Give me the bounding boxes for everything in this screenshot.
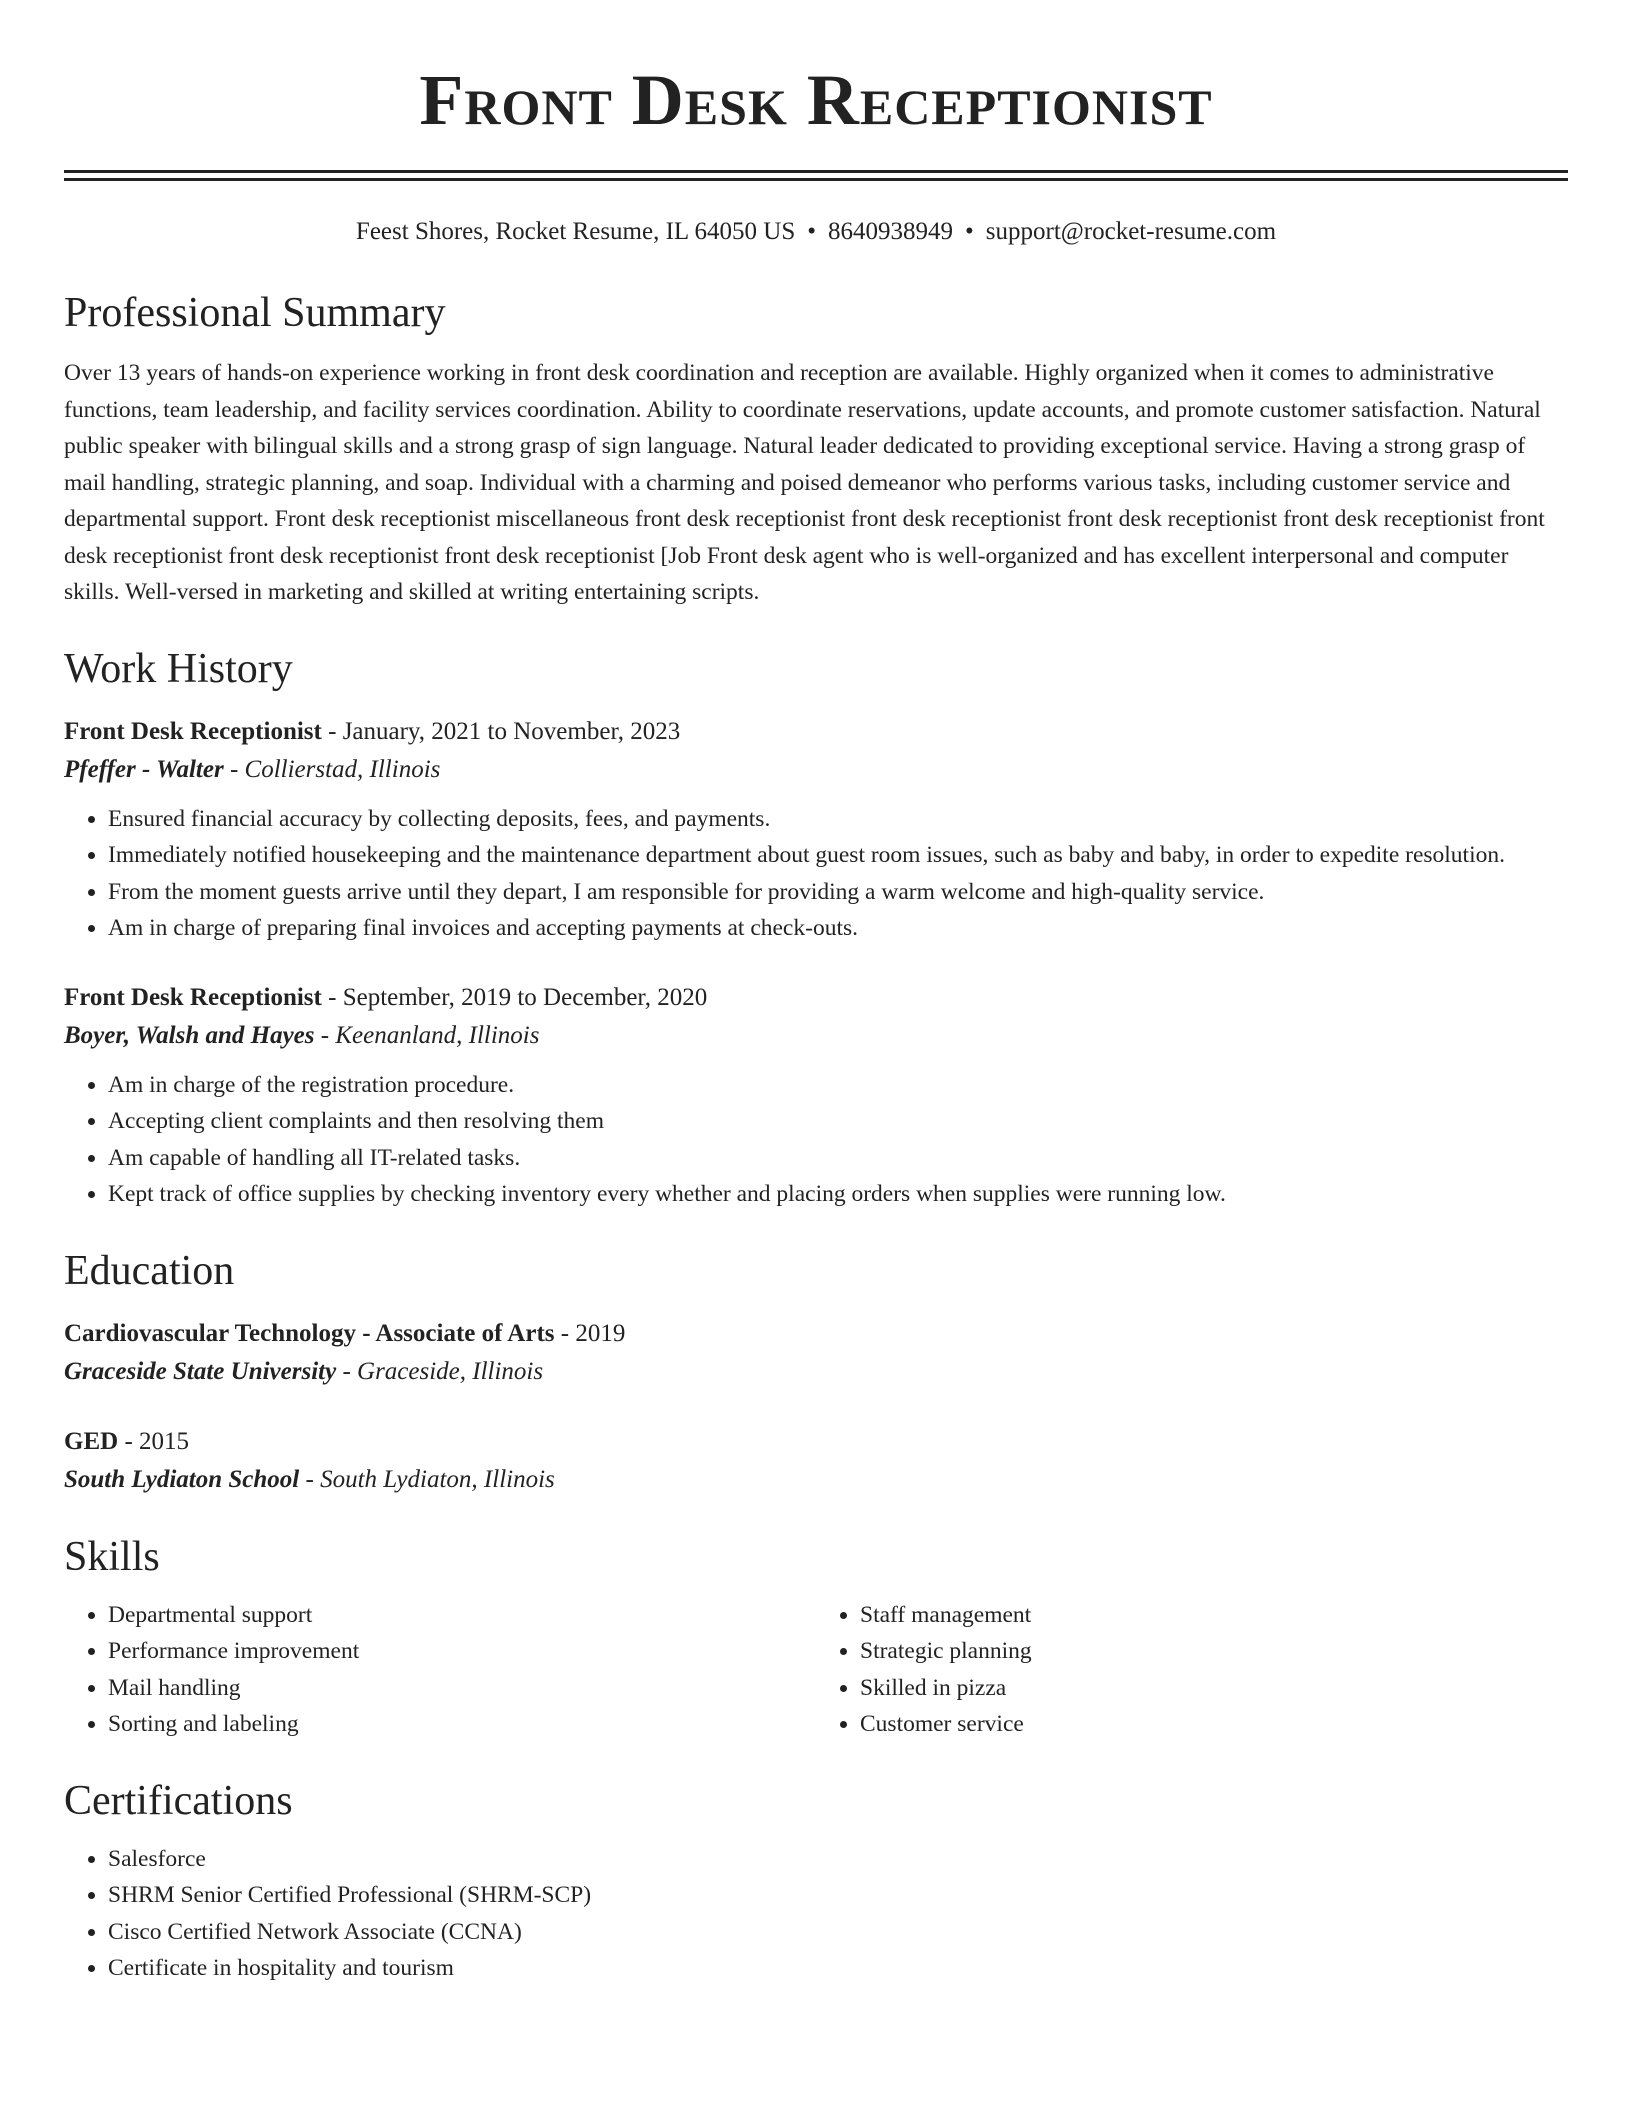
education-entry (64, 1315, 1568, 1391)
contact-email: support@rocket-resume.com (985, 218, 1277, 245)
list-item: • Sorting and labeling (108, 1706, 816, 1743)
job-employer: Pfeffer - Walter (64, 755, 224, 783)
job-dates: January, 2021 to November, 2023 (342, 717, 681, 745)
list-item: • Departmental support (108, 1597, 816, 1634)
skills-section (64, 1529, 1568, 1743)
contact-phone: 8640938949 (828, 218, 953, 245)
title-divider-top (64, 170, 1568, 173)
skills-list (816, 1597, 1568, 1743)
job-title: Front Desk Receptionist (64, 983, 322, 1011)
list-item: • SHRM Senior Certified Professional (SHRM-SCP) (108, 1877, 1568, 1914)
education-school-line: Graceside State University - Graceside, Illinois (64, 1357, 544, 1385)
job-location: Collierstad, Illinois (244, 755, 441, 783)
job-employer: Boyer, Walsh and Hayes (64, 1021, 315, 1049)
summary-heading: Professional Summary (64, 290, 446, 336)
list-item: • Am in charge of preparing final invoices and accepting payments at check-outs. (108, 910, 1568, 947)
skills-column-left (64, 1597, 816, 1743)
job-title-line: Front Desk Receptionist - January, 2021 to November, 2023 (64, 717, 681, 745)
education-section (64, 1243, 1568, 1499)
contact-address: Feest Shores, Rocket Resume, IL 64050 US (355, 218, 796, 245)
education-school-line: South Lydiaton School - South Lydiaton, Illinois (64, 1465, 555, 1493)
education-degree: Cardiovascular Technology - Associate of Arts (64, 1319, 555, 1347)
certifications-section (64, 1773, 1568, 1987)
education-school: South Lydiaton School (64, 1465, 300, 1493)
list-item: • Skilled in pizza (860, 1670, 1568, 1707)
education-year: 2015 (139, 1427, 190, 1455)
education-school: Graceside State University (64, 1357, 337, 1385)
list-item: • Cisco Certified Network Associate (CCNA) (108, 1914, 1568, 1951)
list-item: • Ensured financial accuracy by collecting deposits, fees, and payments. (108, 801, 1568, 838)
certifications-list (64, 1841, 1568, 1987)
list-item: • Immediately notified housekeeping and the maintenance department about guest room issues, such as baby and baby, in order to expedite resolution. (108, 837, 1568, 874)
job-dates: September, 2019 to December, 2020 (342, 983, 708, 1011)
job-bullets (64, 1067, 1568, 1213)
job-entry (64, 979, 1568, 1055)
job-employer-line: Pfeffer - Walter - Collierstad, Illinois (64, 755, 441, 783)
summary-section (64, 285, 1568, 611)
skills-grid (64, 1597, 1568, 1743)
list-item: • Staff management (860, 1597, 1568, 1634)
skills-column-right (816, 1597, 1568, 1743)
job-bullets (64, 801, 1568, 947)
list-item: • From the moment guests arrive until they depart, I am responsible for providing a warm welcome and high-quality service. (108, 874, 1568, 911)
resume-title: Front Desk Receptionist (419, 60, 1213, 140)
summary-text: Over 13 years of hands-on experience working in front desk coordination and reception are available. Highly organized when it comes to administrative functions, team leadership, and facility services coordination. Ability to coordinate reservations, update accounts, and promote customer satisfaction. Natural public speaker with bilingual skills and a strong grasp of sign language. Natural leader dedicated to providing exceptional service. Having a strong grasp of mail handling, strategic planning, and soap. Individual with a charming and poised demeanor who performs various tasks, including customer service and departmental support. Front desk receptionist miscellaneous front desk receptionist front desk receptionist front desk receptionist front desk receptionist front desk receptionist front desk receptionist front desk receptionist [Job Front desk agent who is well-organized and has excellent interpersonal and computer skills. Well-versed in marketing and skilled at writing entertaining scripts. (64, 360, 1545, 605)
job-title-line: Front Desk Receptionist - September, 2019 to December, 2020 (64, 983, 708, 1011)
certifications-heading: Certifications (64, 1777, 293, 1824)
skills-list (64, 1597, 816, 1743)
education-entry (64, 1423, 1568, 1499)
education-location: South Lydiaton, Illinois (320, 1465, 555, 1493)
list-item: • Performance improvement (108, 1633, 816, 1670)
job-entry (64, 713, 1568, 789)
job-location: Keenanland, Illinois (335, 1021, 540, 1049)
job-title: Front Desk Receptionist (64, 717, 322, 745)
contact-separator: • (807, 218, 816, 245)
list-item: • Am in charge of the registration procedure. (108, 1067, 1568, 1104)
title-divider-bottom (64, 178, 1568, 181)
education-degree-line: GED - 2015 (64, 1427, 190, 1455)
list-item: • Mail handling (108, 1670, 816, 1707)
education-degree: GED (64, 1427, 119, 1455)
list-item: • Am capable of handling all IT-related tasks. (108, 1140, 1568, 1177)
education-location: Graceside, Illinois (357, 1357, 544, 1385)
job-employer-line: Boyer, Walsh and Hayes - Keenanland, Illinois (64, 1021, 540, 1049)
list-item: • Customer service (860, 1706, 1568, 1743)
work-history-section (64, 641, 1568, 1213)
education-year: 2019 (575, 1319, 626, 1347)
skills-heading: Skills (64, 1533, 160, 1580)
list-item: • Salesforce (108, 1841, 1568, 1878)
contact-line (64, 215, 1568, 249)
list-item: • Strategic planning (860, 1633, 1568, 1670)
work-history-heading: Work History (64, 645, 293, 692)
list-item: • Accepting client complaints and then resolving them (108, 1103, 1568, 1140)
list-item: • Kept track of office supplies by checking inventory every whether and placing orders when supplies were running low. (108, 1176, 1568, 1213)
contact-separator: • (965, 218, 974, 245)
education-degree-line: Cardiovascular Technology - Associate of Arts - 2019 (64, 1319, 626, 1347)
education-heading: Education (64, 1247, 235, 1294)
list-item: • Certificate in hospitality and tourism (108, 1950, 1568, 1987)
